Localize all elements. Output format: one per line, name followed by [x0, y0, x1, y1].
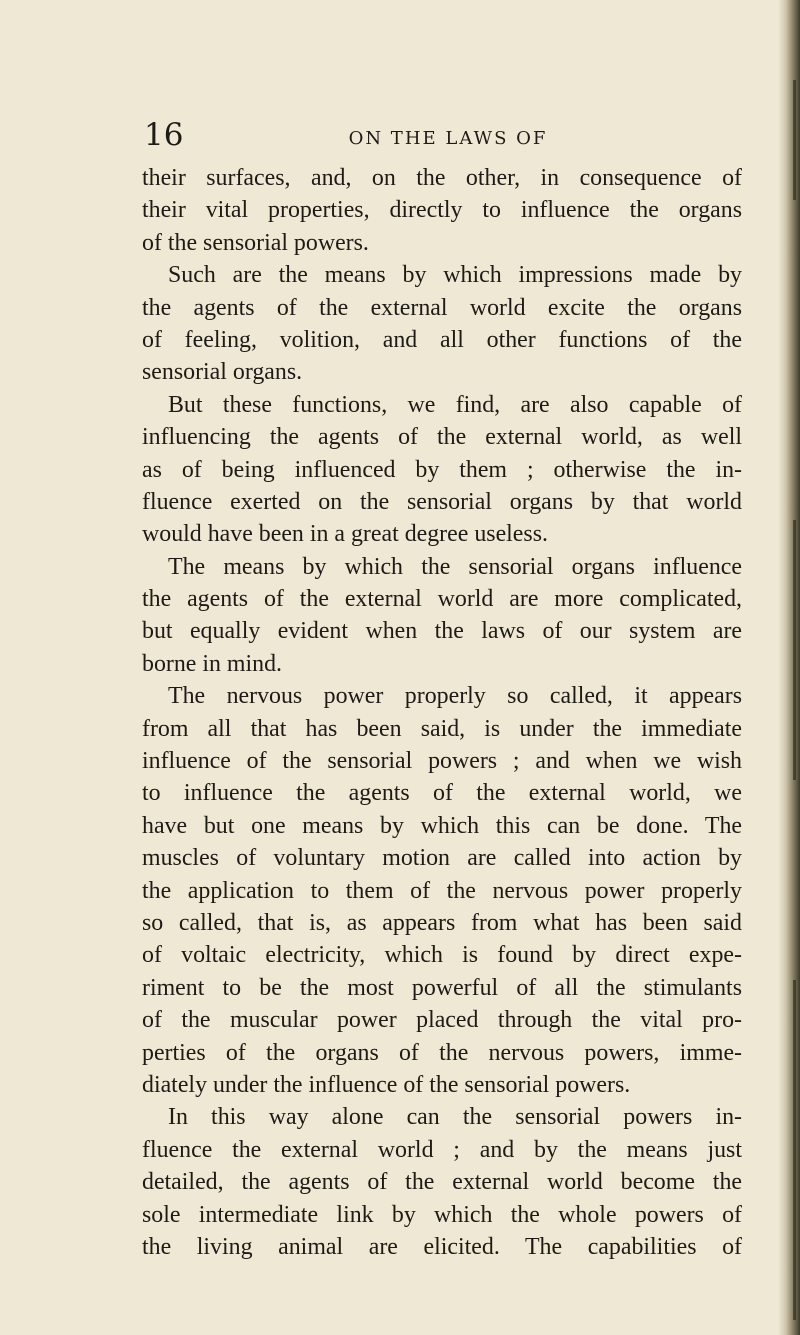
edge-mark — [793, 980, 796, 1320]
body-text — [142, 162, 742, 1263]
edge-mark — [793, 80, 796, 200]
text-line: riment to be the most powerful of all the stimulants — [142, 974, 742, 1001]
text-line: influence of the sensorial powers ; and when we wish — [142, 748, 742, 775]
text-line: the agents of the external world excite the organs — [142, 294, 742, 321]
text-line: the living animal are elicited. The capabilities of — [142, 1233, 742, 1260]
page-header — [144, 118, 744, 158]
text-line: from all that has been said, is under the immediate — [142, 715, 742, 742]
page-number: 16 — [144, 117, 184, 153]
text-line: influencing the agents of the external world, as well — [142, 424, 742, 451]
text-line: sensorial organs. — [142, 359, 303, 386]
text-line: to influence the agents of the external world, we — [142, 780, 742, 807]
text-line: The nervous power properly so called, it appears — [168, 683, 742, 710]
text-line: the application to them of the nervous power properly — [142, 877, 742, 904]
text-line: of the muscular power placed through the vital pro- — [142, 1007, 742, 1034]
text-line: of voltaic electricity, which is found by direct expe- — [142, 942, 742, 969]
text-line: muscles of voluntary motion are called into action by — [142, 845, 742, 872]
text-line: their surfaces, and, on the other, in consequence of — [142, 165, 742, 191]
text-line: as of being influenced by them ; otherwise the in- — [142, 456, 742, 483]
text-line: but equally evident when the laws of our system are — [142, 618, 742, 645]
text-line: the agents of the external world are more complicated, — [142, 586, 742, 613]
text-line: But these functions, we find, are also capable of — [168, 391, 742, 418]
text-line: of feeling, volition, and all other functions of the — [142, 326, 742, 353]
text-line: The means by which the sensorial organs influence — [168, 553, 742, 580]
edge-mark — [793, 520, 796, 780]
page-edge-shadow — [778, 0, 800, 1335]
text-line: so called, that is, as appears from what has been said — [142, 909, 742, 936]
text-line: In this way alone can the sensorial powers in- — [168, 1104, 742, 1131]
text-line: of the sensorial powers. — [142, 229, 369, 256]
text-line: their vital properties, directly to influence the organs — [142, 197, 742, 224]
text-line: perties of the organs of the nervous powers, imme- — [142, 1039, 742, 1066]
text-line: diately under the influence of the sensorial powers. — [142, 1071, 631, 1098]
text-line: fluence exerted on the sensorial organs by that world — [142, 488, 742, 515]
text-line: fluence the external world ; and by the means just — [142, 1136, 742, 1163]
text-line: Such are the means by which impressions made by — [168, 262, 742, 289]
text-line: borne in mind. — [142, 650, 283, 677]
text-line: sole intermediate link by which the whole powers of — [142, 1201, 742, 1228]
text-line: would have been in a great degree useless. — [142, 521, 548, 548]
running-title: ON THE LAWS OF — [348, 128, 548, 149]
text-line: have but one means by which this can be done. The — [142, 812, 742, 839]
text-line: detailed, the agents of the external world become the — [142, 1169, 742, 1196]
